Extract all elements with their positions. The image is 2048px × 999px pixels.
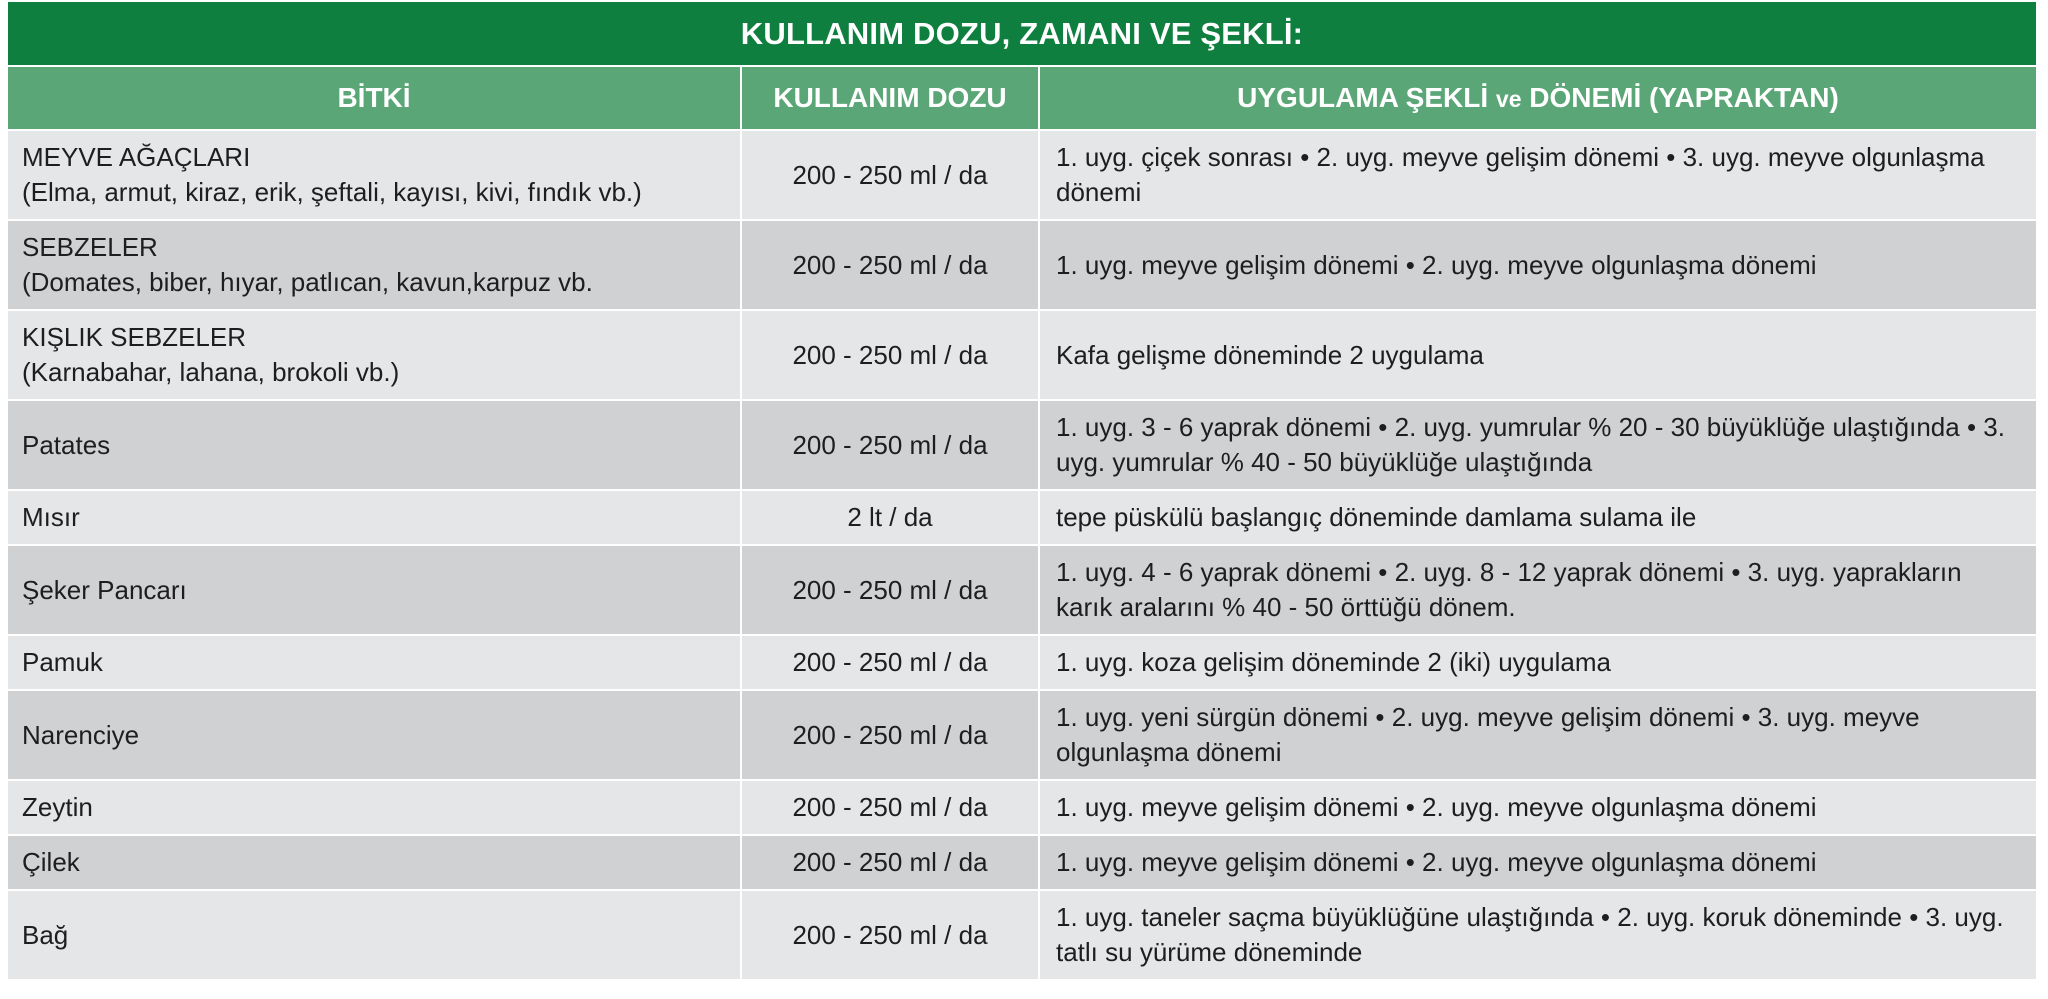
method-cell: 1. uyg. 3 - 6 yaprak dönemi • 2. uyg. yumrular % 20 - 30 büyüklüğe ulaştığında • 3. uyg. yumrular % 40 - 50 büyüklüğe ulaştığında bbox=[1039, 400, 2036, 490]
table-row bbox=[8, 490, 2036, 545]
dose-cell: 200 - 250 ml / da bbox=[741, 890, 1039, 979]
method-cell: Kafa gelişme döneminde 2 uygulama bbox=[1039, 310, 2036, 400]
table-row bbox=[8, 635, 2036, 690]
plant-examples: (Elma, armut, kiraz, erik, şeftali, kayısı, kivi, fındık vb.) bbox=[22, 177, 642, 207]
dose-cell: 200 - 250 ml / da bbox=[741, 400, 1039, 490]
table-row bbox=[8, 835, 2036, 890]
usage-sheet bbox=[8, 2, 2036, 979]
dose-cell: 200 - 250 ml / da bbox=[741, 220, 1039, 310]
plant-examples: (Karnabahar, lahana, brokoli vb.) bbox=[22, 357, 400, 387]
plant-cell bbox=[8, 130, 741, 220]
method-cell: 1. uyg. yeni sürgün dönemi • 2. uyg. meyve gelişim dönemi • 3. uyg. meyve olgunlaşma dönemi bbox=[1039, 690, 2036, 780]
table-body bbox=[8, 130, 2036, 979]
plant-cell: Mısır bbox=[8, 490, 741, 545]
plant-name: SEBZELER bbox=[22, 232, 158, 262]
header-method-rest: DÖNEMİ (YAPRAKTAN) bbox=[1529, 82, 1839, 113]
dose-cell: 200 - 250 ml / da bbox=[741, 130, 1039, 220]
header-dose: KULLANIM DOZU bbox=[741, 67, 1039, 130]
method-cell: 1. uyg. 4 - 6 yaprak dönemi • 2. uyg. 8 - 12 yaprak dönemi • 3. uyg. yaprakların karık aralarını % 40 - 50 örttüğü dönem. bbox=[1039, 545, 2036, 635]
dose-cell: 200 - 250 ml / da bbox=[741, 835, 1039, 890]
dose-cell: 2 lt / da bbox=[741, 490, 1039, 545]
method-cell: 1. uyg. koza gelişim döneminde 2 (iki) uygulama bbox=[1039, 635, 2036, 690]
method-cell: 1. uyg. taneler saçma büyüklüğüne ulaştığında • 2. uyg. koruk döneminde • 3. uyg. tatlı su yürüme döneminde bbox=[1039, 890, 2036, 979]
usage-table bbox=[8, 67, 2036, 979]
method-cell: 1. uyg. çiçek sonrası • 2. uyg. meyve gelişim dönemi • 3. uyg. meyve olgunlaşma dönemi bbox=[1039, 130, 2036, 220]
table-row bbox=[8, 780, 2036, 835]
plant-cell: Çilek bbox=[8, 835, 741, 890]
table-row bbox=[8, 690, 2036, 780]
dose-cell: 200 - 250 ml / da bbox=[741, 780, 1039, 835]
plant-cell bbox=[8, 220, 741, 310]
header-method bbox=[1039, 67, 2036, 130]
table-row bbox=[8, 400, 2036, 490]
dose-cell: 200 - 250 ml / da bbox=[741, 310, 1039, 400]
method-cell: 1. uyg. meyve gelişim dönemi • 2. uyg. meyve olgunlaşma dönemi bbox=[1039, 780, 2036, 835]
plant-cell: Bağ bbox=[8, 890, 741, 979]
plant-cell: Zeytin bbox=[8, 780, 741, 835]
header-row bbox=[8, 67, 2036, 130]
header-method-main: UYGULAMA ŞEKLİ bbox=[1237, 82, 1489, 113]
plant-cell: Narenciye bbox=[8, 690, 741, 780]
dose-cell: 200 - 250 ml / da bbox=[741, 690, 1039, 780]
table-row bbox=[8, 890, 2036, 979]
method-cell: tepe püskülü başlangıç döneminde damlama sulama ile bbox=[1039, 490, 2036, 545]
table-row bbox=[8, 130, 2036, 220]
header-method-ve: ve bbox=[1495, 86, 1522, 112]
dose-cell: 200 - 250 ml / da bbox=[741, 635, 1039, 690]
plant-examples: (Domates, biber, hıyar, patlıcan, kavun,karpuz vb. bbox=[22, 267, 593, 297]
plant-cell bbox=[8, 310, 741, 400]
plant-name: MEYVE AĞAÇLARI bbox=[22, 142, 251, 172]
table-title: KULLANIM DOZU, ZAMANI VE ŞEKLİ: bbox=[8, 2, 2036, 65]
table-row bbox=[8, 310, 2036, 400]
method-cell: 1. uyg. meyve gelişim dönemi • 2. uyg. meyve olgunlaşma dönemi bbox=[1039, 835, 2036, 890]
plant-cell: Patates bbox=[8, 400, 741, 490]
table-header bbox=[8, 67, 2036, 130]
header-plant: BİTKİ bbox=[8, 67, 741, 130]
method-cell: 1. uyg. meyve gelişim dönemi • 2. uyg. meyve olgunlaşma dönemi bbox=[1039, 220, 2036, 310]
table-row bbox=[8, 220, 2036, 310]
plant-name: KIŞLIK SEBZELER bbox=[22, 322, 246, 352]
plant-cell: Pamuk bbox=[8, 635, 741, 690]
plant-cell: Şeker Pancarı bbox=[8, 545, 741, 635]
table-row bbox=[8, 545, 2036, 635]
dose-cell: 200 - 250 ml / da bbox=[741, 545, 1039, 635]
